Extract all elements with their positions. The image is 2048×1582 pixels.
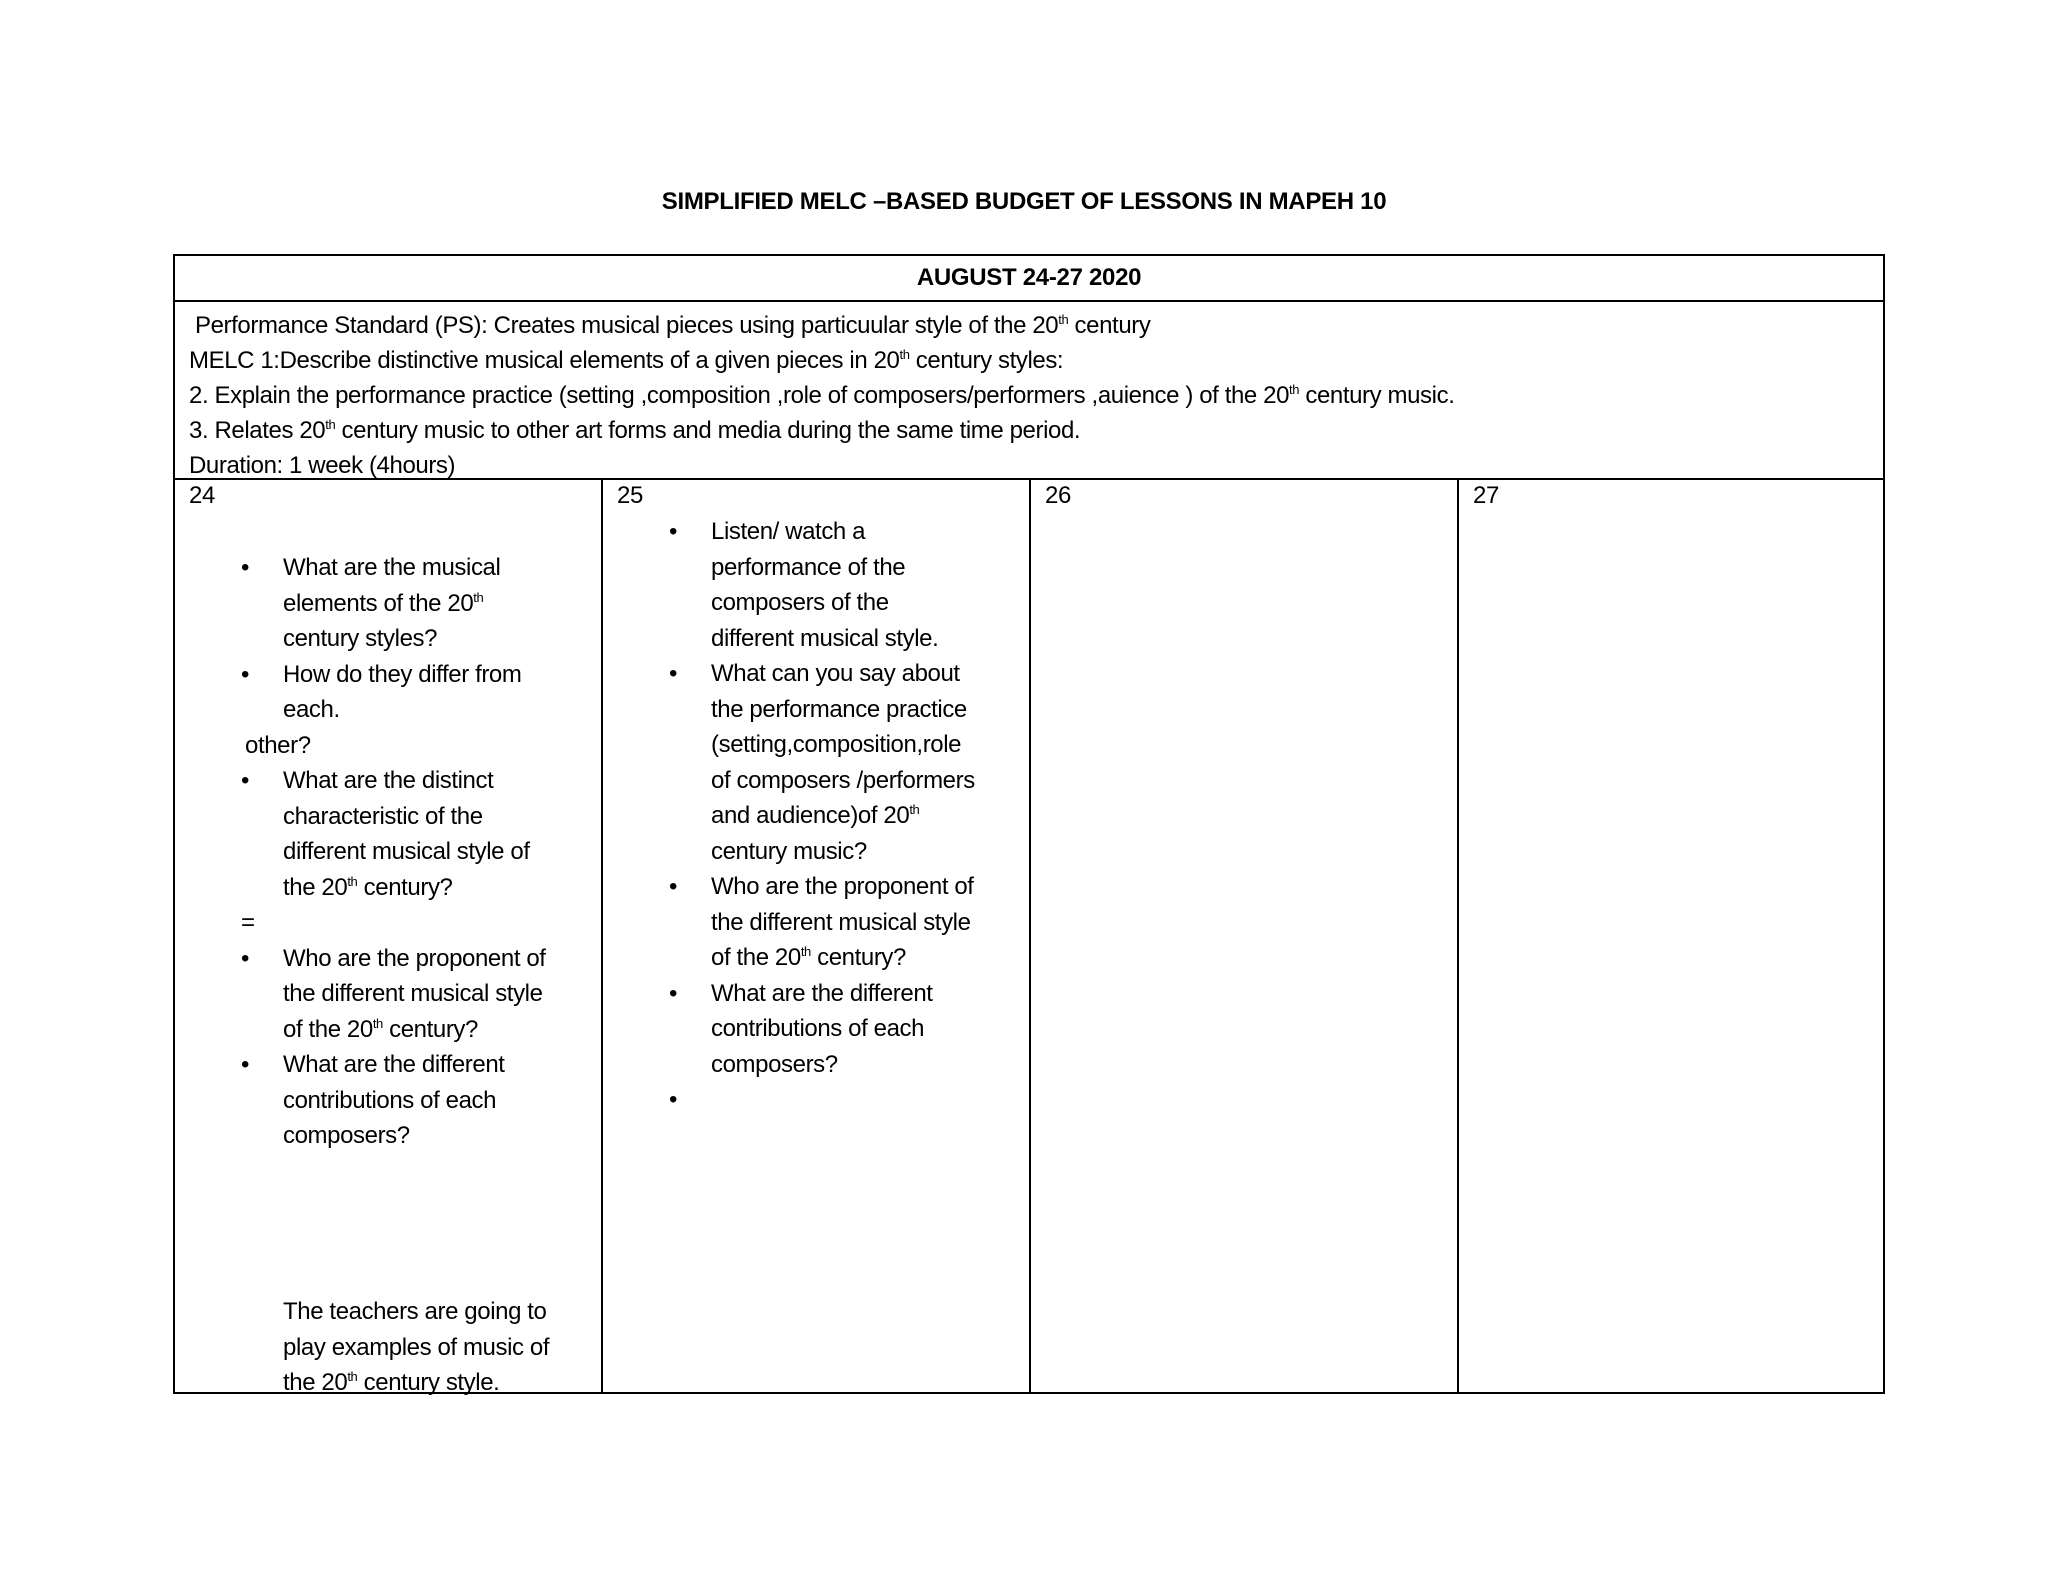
bullet-icon: • [241,1051,250,1078]
stray-text: other? [245,731,311,759]
list-item: • What are the distinct characteristic of the different musical style of the 20th century? [175,763,601,905]
day-column-24 [175,480,603,1396]
list-item [603,1082,1029,1118]
day-24-questions [175,550,601,1154]
duration: Duration: 1 week (4hours) [189,452,456,479]
list-item: • What are the different contributions of each composers? [603,976,1029,1083]
bullet-icon: • [669,873,678,900]
list-item: • Who are the proponent of the different musical style of the 20th century? [603,869,1029,976]
bullet-icon: • [241,767,250,794]
list-item: • What are the different contributions of each composers? [175,1047,601,1154]
day-column-26 [1031,480,1459,1392]
list-item: • Listen/ watch a performance of the composers of the different musical style. [603,514,1029,656]
bullet-icon: • [669,660,678,687]
list-item: • Who are the proponent of the different musical style of the 20th century? [175,941,601,1048]
performance-standard: Performance Standard (PS): Creates musical pieces using particuular style of the 20th century [195,312,1151,339]
days-row [175,480,1883,1396]
bullet-icon: • [241,660,250,688]
melc-item-3: 3. Relates 20th century music to other art forms and media during the same time period. [189,417,1081,444]
melc-1: MELC 1:Describe distinctive musical elements of a given pieces in 20th century styles: [189,347,1064,374]
lesson-budget-table [173,254,1885,1394]
bullet-icon: • [669,979,678,1007]
bullet-icon: • [669,1086,678,1113]
list-item: • How do they differ from each. [175,657,601,728]
list-item: • What can you say about the performance practice (setting,composition,role of composers /performers and audience)of 20th century music? [603,656,1029,869]
day-column-27 [1459,480,1883,1392]
bullet-icon: • [241,554,250,581]
list-item: • What are the musical elements of the 20th century styles? [175,550,601,657]
day-number: 27 [1473,482,1499,509]
day-number: 24 [189,482,215,509]
date-header: AUGUST 24-27 2020 [175,256,1883,302]
day-25-activities [603,514,1029,1118]
page-title: SIMPLIFIED MELC –BASED BUDGET OF LESSONS IN MAPEH 10 [661,188,1387,215]
bullet-icon: • [241,944,250,972]
closing-note: The teachers are going to play examples of music of the 20th century style. [283,1298,550,1396]
melc-item-2: 2. Explain the performance practice (setting ,composition ,role of composers/performers ,auience ) of the 20th century music. [189,382,1455,409]
stray-text: = [241,909,255,936]
bullet-icon: • [669,518,678,545]
standards-cell [175,302,1883,480]
day-column-25 [603,480,1031,1392]
day-number: 26 [1045,482,1071,509]
day-number: 25 [617,482,643,509]
